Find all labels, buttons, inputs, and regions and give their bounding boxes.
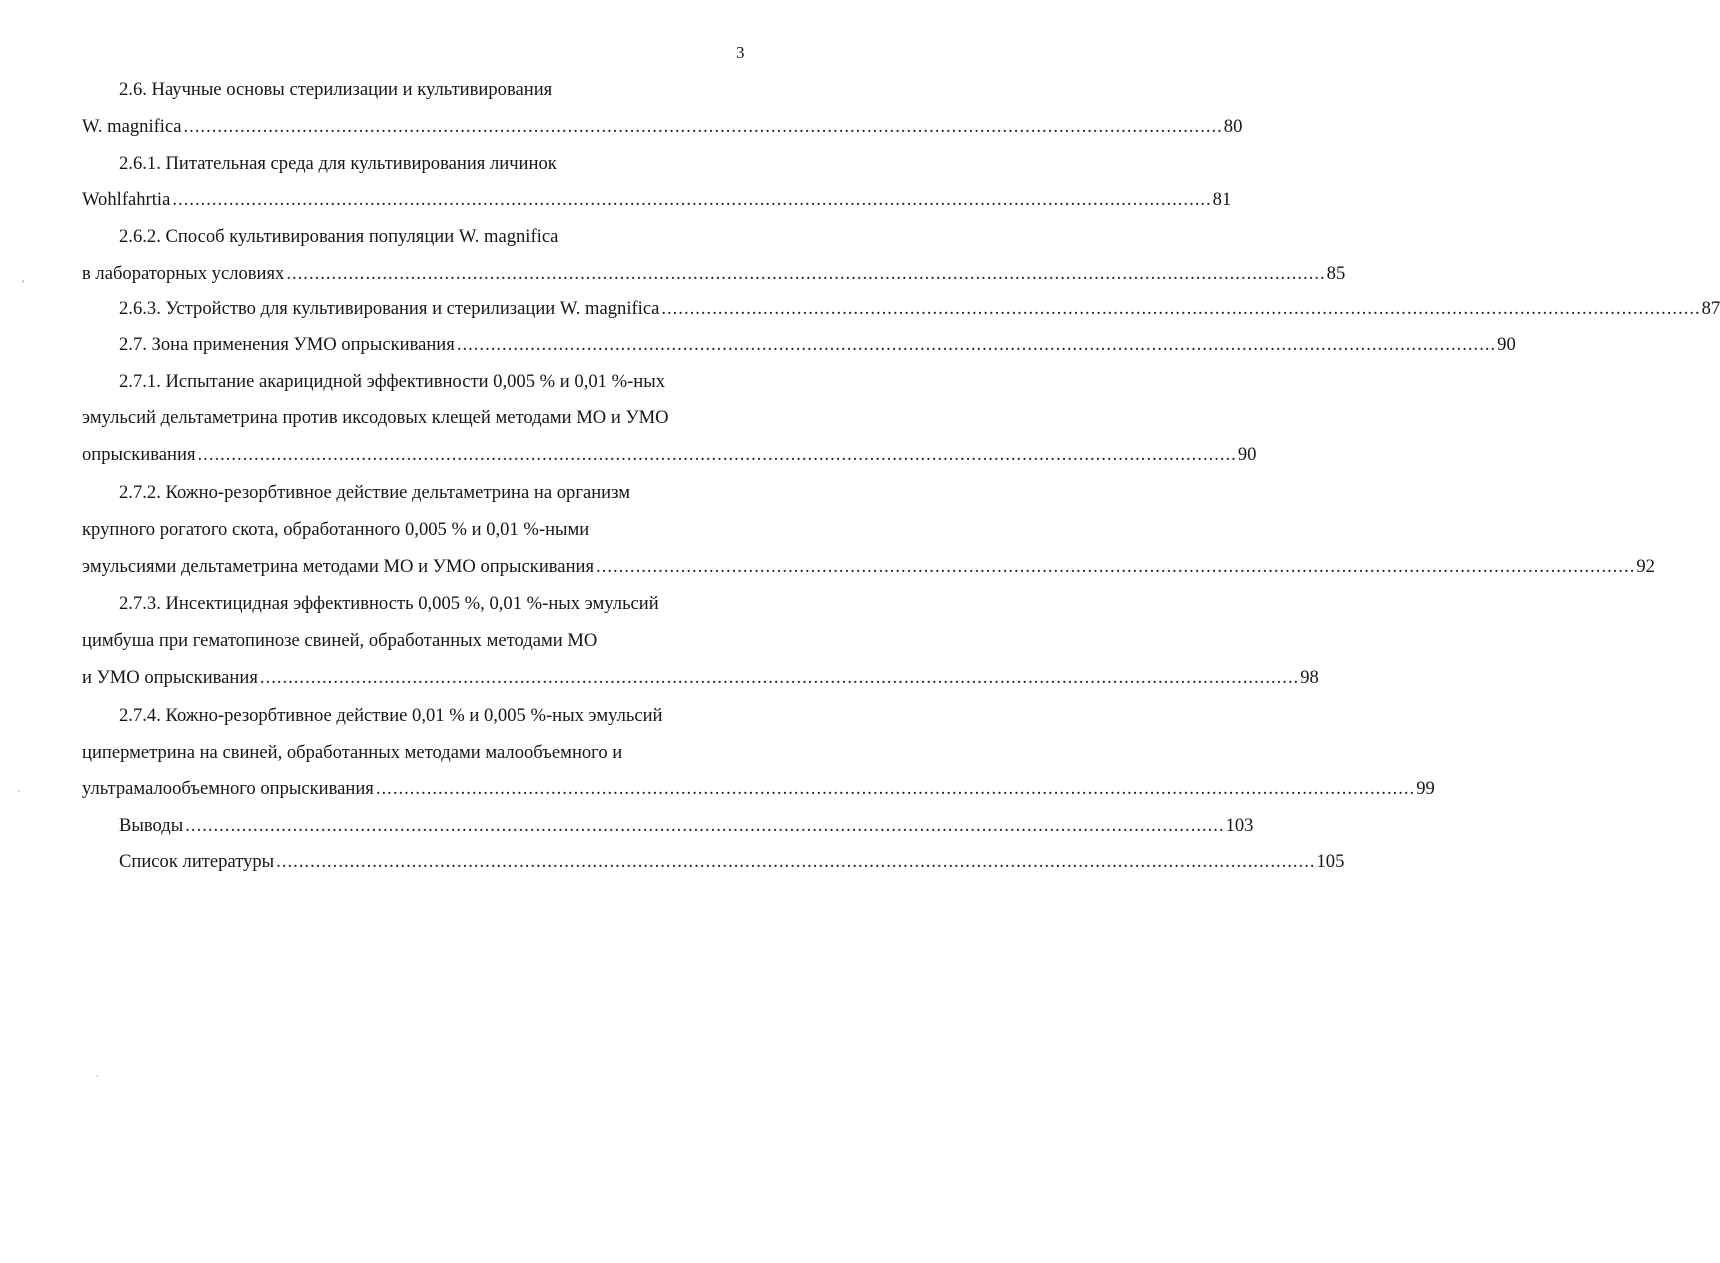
toc-entry-text: эмульсиями дельтаметрина методами МО и УМО опрыскивания [82, 556, 595, 577]
toc-entry-references [119, 850, 1345, 874]
toc-entry-text: Wohlfahrtia [82, 189, 171, 210]
scan-speck [18, 790, 20, 792]
dot-leader: ........................................................................................................................................................................................ [197, 444, 1237, 465]
toc-entry-2-7-4-last-line [82, 777, 1435, 801]
toc-entry-text: ультрамалообъемного опрыскивания [82, 778, 374, 799]
toc-page-number: 85 [1326, 263, 1346, 284]
toc-entry-text: 2.6.3. Устройство для культивирования и стерилизации W. magnifica [119, 298, 660, 319]
toc-page-number: 80 [1223, 116, 1243, 137]
scan-speck [96, 1075, 98, 1077]
toc-page-number: 81 [1212, 189, 1232, 210]
toc-entry-2-7-3-line-2: цимбуша при гематопинозе свиней, обработанных методами МО [82, 630, 598, 651]
dot-leader: ........................................................................................................................................................................................ [276, 851, 1316, 872]
toc-entry-conclusions [119, 814, 1254, 838]
toc-entry-2-6-last-line [82, 115, 1243, 139]
toc-entry-2-7-3-last-line [82, 666, 1319, 690]
toc-entry-2-6-3 [119, 297, 1720, 321]
toc-entry-text: W. magnifica [82, 116, 182, 137]
toc-entry-2-7-4-line-2: циперметрина на свиней, обработанных методами малообъемного и [82, 742, 623, 763]
toc-entry-2-6-line-1: 2.6. Научные основы стерилизации и культивирования [119, 79, 553, 100]
toc-entry-2-7-4-line-1: 2.7.4. Кожно-резорбтивное действие 0,01 % и 0,005 %-ных эмульсий [119, 705, 663, 726]
dot-leader: ........................................................................................................................................................................................ [259, 667, 1300, 688]
toc-page-number: 105 [1316, 851, 1345, 872]
toc-page-number: 99 [1416, 778, 1435, 799]
dot-leader: ........................................................................................................................................................................................ [375, 778, 1416, 799]
toc-entry-2-6-1-last-line [82, 188, 1232, 212]
scan-speck [22, 280, 24, 283]
toc-entry-2-7 [119, 333, 1516, 357]
toc-entry-text: Список литературы [119, 851, 275, 872]
toc-entry-2-6-1-line-1: 2.6.1. Питательная среда для культивирования личинок [119, 153, 557, 174]
dot-leader: ........................................................................................................................................................................................ [286, 263, 1326, 284]
toc-page-number: 103 [1225, 815, 1254, 836]
toc-entry-2-7-1-last-line [82, 443, 1257, 467]
toc-page-number: 92 [1636, 556, 1655, 577]
toc-entry-2-7-1-line-1: 2.7.1. Испытание акарицидной эффективности 0,005 % и 0,01 %-ных [119, 371, 666, 392]
toc-entry-2-7-2-line-1: 2.7.2. Кожно-резорбтивное действие дельтаметрина на организм [119, 482, 630, 503]
toc-entry-text: в лабораторных условиях [82, 263, 285, 284]
toc-entry-2-6-2-line-1: 2.6.2. Способ культивирования популяции W. magnifica [119, 226, 559, 247]
dot-leader: ........................................................................................................................................................................................ [661, 298, 1701, 319]
toc-page-number: 98 [1300, 667, 1319, 688]
toc-entry-2-7-2-last-line [82, 555, 1655, 579]
toc-page-number: 87 [1701, 298, 1720, 319]
toc-page-number: 90 [1497, 334, 1516, 355]
toc-entry-text: опрыскивания [82, 444, 196, 465]
toc-entry-text: 2.7. Зона применения УМО опрыскивания [119, 334, 455, 355]
toc-entry-2-7-3-line-1: 2.7.3. Инсектицидная эффективность 0,005 %, 0,01 %-ных эмульсий [119, 593, 659, 614]
toc-entry-2-6-2-last-line [82, 262, 1346, 286]
dot-leader: ........................................................................................................................................................................................ [185, 815, 1225, 836]
toc-entry-text: Выводы [119, 815, 184, 836]
page-number: 3 [736, 43, 745, 62]
dot-leader: ........................................................................................................................................................................................ [456, 334, 1497, 355]
dot-leader: ........................................................................................................................................................................................ [172, 189, 1212, 210]
toc-entry-text: и УМО опрыскивания [82, 667, 258, 688]
toc-entry-2-7-1-line-2: эмульсий дельтаметрина против иксодовых клещей методами МО и УМО [82, 407, 669, 428]
toc-entry-2-7-2-line-2: крупного рогатого скота, обработанного 0,005 % и 0,01 %-ными [82, 519, 590, 540]
toc-page-number: 90 [1237, 444, 1257, 465]
dot-leader: ........................................................................................................................................................................................ [183, 116, 1223, 137]
dot-leader: ........................................................................................................................................................................................ [596, 556, 1636, 577]
